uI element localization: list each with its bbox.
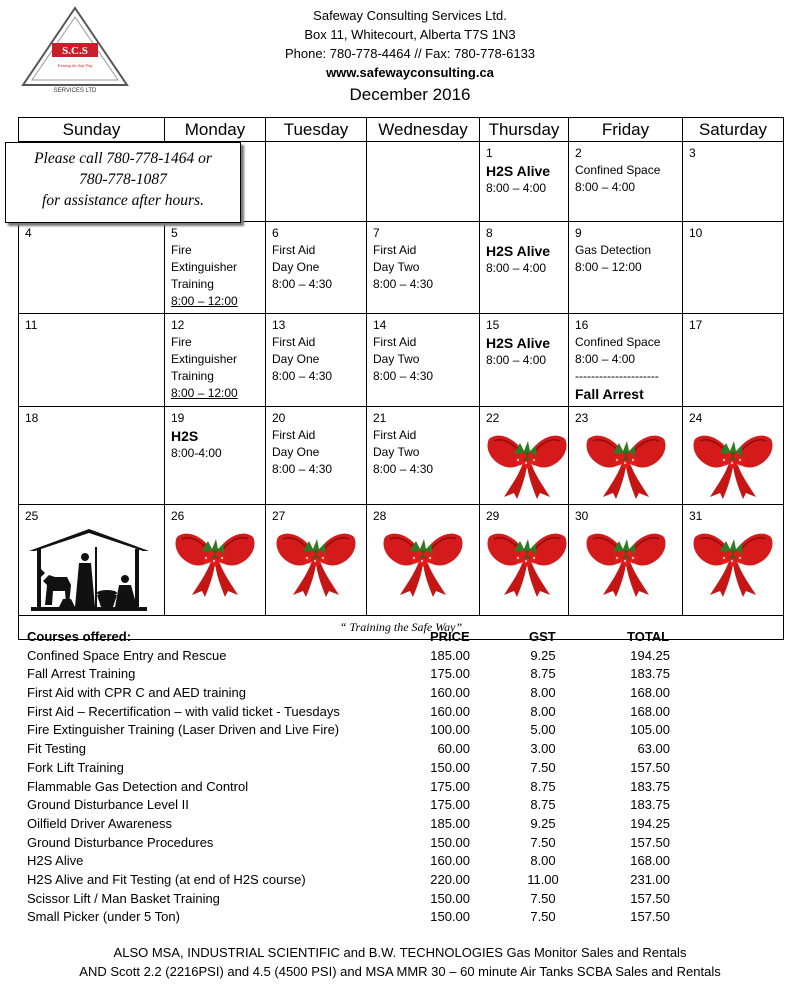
course-name: Flammable Gas Detection and Control <box>27 778 249 794</box>
course-name: First Aid with CPR C and AED training <box>27 685 246 701</box>
course-row <box>27 834 727 853</box>
course-line: Training <box>171 277 214 291</box>
day-cell <box>683 505 784 616</box>
course-gst: 11.00 <box>527 871 559 887</box>
day-number: 10 <box>689 226 703 240</box>
course-name: Ground Disturbance Procedures <box>27 834 214 850</box>
company-phone: Phone: 780-778-4464 // Fax: 780-778-6133 <box>284 46 536 61</box>
course-line: Day Two <box>373 260 420 274</box>
course-total: 194.25 <box>630 815 670 831</box>
course-row <box>27 740 727 759</box>
course-gst: 7.50 <box>530 759 556 775</box>
week-row <box>19 314 784 407</box>
course-gst: 8.75 <box>530 666 556 682</box>
course-total: 168.00 <box>630 703 670 719</box>
course-line: First Aid <box>272 243 316 257</box>
day-header-tuesday: Tuesday <box>266 118 367 142</box>
courses-header-row <box>27 628 727 647</box>
day-number: 15 <box>486 318 500 332</box>
course-total: 183.75 <box>630 797 670 813</box>
day-cell <box>19 314 165 407</box>
course-time: 8:00 – 12:00 <box>171 386 238 400</box>
course-title: H2S <box>171 428 199 444</box>
course-row <box>27 665 727 684</box>
day-number: 20 <box>272 411 286 425</box>
courses-price-list <box>27 628 727 927</box>
course-row <box>27 684 727 703</box>
day-cell <box>683 222 784 314</box>
course-gst: 8.00 <box>530 853 556 869</box>
day-cell <box>266 314 367 407</box>
course-title: H2S Alive <box>486 335 551 351</box>
sales-footer <box>0 943 800 981</box>
course-gst: 8.75 <box>530 778 556 794</box>
course-line: Day Two <box>373 445 420 459</box>
christmas-bow-icon <box>275 527 357 597</box>
course-price: 185.00 <box>430 647 470 663</box>
day-cell <box>569 142 683 222</box>
course-price: 175.00 <box>430 778 470 794</box>
day-number: 27 <box>272 509 286 523</box>
course-row <box>27 890 727 909</box>
course-price: 100.00 <box>430 722 470 738</box>
christmas-bow-icon <box>692 429 774 499</box>
course-total: 157.50 <box>630 834 670 850</box>
course-line: Fire Extinguisher <box>171 243 238 274</box>
day-cell <box>480 222 569 314</box>
day-number: 16 <box>575 318 589 332</box>
svg-text:SERVICES LTD: SERVICES LTD <box>53 88 97 94</box>
day-number: 11 <box>25 318 38 332</box>
course-gst: 7.50 <box>530 834 556 850</box>
courses-header-gst: GST <box>529 629 556 644</box>
course-time: 8:00 – 12:00 <box>171 294 238 308</box>
course-gst: 8.00 <box>530 703 556 719</box>
day-cell <box>569 407 683 505</box>
day-header-sunday: Sunday <box>19 118 165 142</box>
course-total: 63.00 <box>637 741 670 757</box>
course-row <box>27 778 727 797</box>
day-number: 18 <box>25 411 39 425</box>
course-line: Confined Space <box>575 335 661 349</box>
course-row <box>27 871 727 890</box>
day-number: 25 <box>25 509 39 523</box>
course-name: Ground Disturbance Level II <box>27 797 189 813</box>
course-time: 8:00 – 4:00 <box>575 352 636 366</box>
course-title: H2S Alive <box>486 243 551 259</box>
day-cell <box>266 222 367 314</box>
course-total: 183.75 <box>630 666 670 682</box>
course-time: 8:00 – 4:30 <box>272 369 333 383</box>
day-cell <box>569 222 683 314</box>
day-number: 30 <box>575 509 589 523</box>
company-address: Box 11, Whitecourt, Alberta T7S 1N3 <box>304 27 516 42</box>
company-website[interactable]: www.safewayconsulting.ca <box>326 65 494 80</box>
day-number: 17 <box>689 318 703 332</box>
course-price: 150.00 <box>430 890 470 906</box>
footer-line: ALSO MSA, INDUSTRIAL SCIENTIFIC and B.W. TECHNOLOGIES Gas Monitor Sales and Rentals <box>113 945 687 960</box>
course-line: Confined Space <box>575 163 661 177</box>
day-cell <box>19 505 165 616</box>
course-gst: 7.50 <box>530 909 556 925</box>
course-row <box>27 852 727 871</box>
course-gst: 8.75 <box>530 797 556 813</box>
course-total: 157.50 <box>630 909 670 925</box>
day-cell <box>266 505 367 616</box>
week-row <box>19 222 784 314</box>
course-price: 160.00 <box>430 853 470 869</box>
company-name: Safeway Consulting Services Ltd. <box>313 8 507 23</box>
day-header-friday: Friday <box>569 118 683 142</box>
course-time: 8:00 – 4:00 <box>486 353 547 367</box>
day-number: 2 <box>575 146 582 160</box>
course-name: H2S Alive and Fit Testing (at end of H2S course) <box>27 871 306 887</box>
course-name: Fit Testing <box>27 741 87 757</box>
day-number: 8 <box>486 226 493 240</box>
day-cell <box>165 222 266 314</box>
day-cell <box>19 222 165 314</box>
day-cell <box>683 314 784 407</box>
courses-header-price: PRICE <box>430 629 470 644</box>
course-name: Scissor Lift / Man Basket Training <box>27 890 220 906</box>
day-number: 31 <box>689 509 703 523</box>
course-time: 8:00 – 4:00 <box>486 261 547 275</box>
day-number: 5 <box>171 226 178 240</box>
day-cell <box>165 505 266 616</box>
course-time: 8:00 – 4:00 <box>575 180 636 194</box>
course-name: Fall Arrest Training <box>27 666 136 682</box>
day-cell <box>480 142 569 222</box>
course-price: 175.00 <box>430 666 470 682</box>
course-total: 157.50 <box>630 890 670 906</box>
course-line: Day One <box>272 260 320 274</box>
day-header-wednesday: Wednesday <box>367 118 480 142</box>
day-number: 26 <box>171 509 185 523</box>
course-time: 8:00 – 4:30 <box>373 462 434 476</box>
course-row <box>27 908 727 927</box>
course-row <box>27 721 727 740</box>
day-cell <box>683 142 784 222</box>
day-cell <box>569 505 683 616</box>
day-number: 7 <box>373 226 380 240</box>
day-cell <box>683 407 784 505</box>
course-gst: 5.00 <box>530 722 556 738</box>
course-title: H2S Alive <box>486 163 551 179</box>
course-price: 150.00 <box>430 759 470 775</box>
course-gst: 7.50 <box>530 890 556 906</box>
course-line: Day One <box>272 445 320 459</box>
course-price: 175.00 <box>430 797 470 813</box>
christmas-bow-icon <box>174 527 256 597</box>
course-total: 231.00 <box>630 871 670 887</box>
christmas-bow-icon <box>486 527 568 597</box>
course-gst: 8.00 <box>530 685 556 701</box>
footer-line: AND Scott 2.2 (2216PSI) and 4.5 (4500 PSI) and MSA MMR 30 – 60 minute Air Tanks SCBA Sales and Rentals <box>79 964 721 979</box>
empty-day-cell <box>266 142 367 222</box>
day-number: 19 <box>171 411 185 425</box>
course-row <box>27 815 727 834</box>
separator-line: --------------------- <box>575 369 659 383</box>
course-name: First Aid – Recertification – with valid ticket - Tuesdays <box>27 703 340 719</box>
day-number: 24 <box>689 411 703 425</box>
course-total: 168.00 <box>630 853 670 869</box>
course-total: 157.50 <box>630 759 670 775</box>
day-cell <box>367 505 480 616</box>
day-cell <box>367 407 480 505</box>
course-time: 8:00 – 4:30 <box>272 462 333 476</box>
day-header-monday: Monday <box>165 118 266 142</box>
calendar-month: December 2016 <box>349 85 471 104</box>
course-name: Fork Lift Training <box>27 759 124 775</box>
course-title: Fall Arrest <box>575 386 644 402</box>
day-cell <box>165 314 266 407</box>
nativity-scene-icon <box>25 527 153 612</box>
courses-header-total: TOTAL <box>627 629 670 644</box>
svg-text:S.C.S: S.C.S <box>62 45 88 57</box>
christmas-bow-icon <box>382 527 464 597</box>
course-price: 220.00 <box>430 871 470 887</box>
company-header <box>0 6 800 107</box>
course-gst: 9.25 <box>530 647 556 663</box>
course-row <box>27 796 727 815</box>
weekday-header <box>19 118 784 142</box>
day-cell <box>367 222 480 314</box>
course-line: First Aid <box>373 428 417 442</box>
christmas-bow-icon <box>692 527 774 597</box>
course-name: Confined Space Entry and Rescue <box>27 647 227 663</box>
course-line: First Aid <box>373 243 417 257</box>
course-line: Training <box>171 369 214 383</box>
motto-text: “ Training the Safe Way” <box>19 616 784 640</box>
course-line: Fire Extinguisher <box>171 335 238 366</box>
course-total: 183.75 <box>630 778 670 794</box>
course-name: Fire Extinguisher Training (Laser Driven and Live Fire) <box>27 722 340 738</box>
course-time: 8:00 – 12:00 <box>575 260 642 274</box>
day-cell <box>367 314 480 407</box>
course-line: Gas Detection <box>575 243 652 257</box>
day-number: 29 <box>486 509 500 523</box>
day-cell <box>480 407 569 505</box>
day-number: 28 <box>373 509 387 523</box>
day-number: 12 <box>171 318 185 332</box>
christmas-bow-icon <box>486 429 568 499</box>
course-line: First Aid <box>272 428 316 442</box>
course-row <box>27 759 727 778</box>
course-line: First Aid <box>373 335 417 349</box>
course-price: 150.00 <box>430 909 470 925</box>
course-gst: 9.25 <box>530 815 556 831</box>
after-hours-callout <box>5 142 241 223</box>
course-price: 160.00 <box>430 703 470 719</box>
day-number: 9 <box>575 226 582 240</box>
day-number: 14 <box>373 318 387 332</box>
day-number: 23 <box>575 411 589 425</box>
course-price: 60.00 <box>437 741 470 757</box>
course-name: H2S Alive <box>27 853 84 869</box>
christmas-bow-icon <box>585 527 667 597</box>
day-number: 4 <box>25 226 32 240</box>
day-number: 3 <box>689 146 696 160</box>
day-number: 1 <box>486 146 493 160</box>
svg-text:Training the Safe Way: Training the Safe Way <box>57 63 93 68</box>
day-cell <box>569 314 683 407</box>
course-gst: 3.00 <box>530 741 556 757</box>
callout-line: Please call 780-778-1464 or <box>34 150 212 167</box>
course-total: 168.00 <box>630 685 670 701</box>
day-number: 22 <box>486 411 500 425</box>
course-row <box>27 703 727 722</box>
day-cell <box>19 407 165 505</box>
course-time: 8:00 – 4:30 <box>272 277 333 291</box>
day-number: 21 <box>373 411 387 425</box>
course-time: 8:00 – 4:30 <box>373 277 434 291</box>
course-line: Day One <box>272 352 320 366</box>
christmas-bow-icon <box>585 429 667 499</box>
day-cell <box>266 407 367 505</box>
course-time: 8:00-4:00 <box>171 446 222 460</box>
day-cell <box>165 407 266 505</box>
empty-day-cell <box>367 142 480 222</box>
course-line: First Aid <box>272 335 316 349</box>
course-name: Oilfield Driver Awareness <box>27 815 172 831</box>
week-row <box>19 505 784 616</box>
callout-line: 780-778-1087 <box>79 171 167 188</box>
course-price: 185.00 <box>430 815 470 831</box>
courses-header-name: Courses offered: <box>27 629 132 644</box>
day-cell <box>480 314 569 407</box>
course-name: Small Picker (under 5 Ton) <box>27 909 180 925</box>
course-price: 150.00 <box>430 834 470 850</box>
course-time: 8:00 – 4:30 <box>373 369 434 383</box>
course-total: 194.25 <box>630 647 670 663</box>
callout-line: for assistance after hours. <box>42 192 204 209</box>
course-total: 105.00 <box>630 722 670 738</box>
day-number: 13 <box>272 318 286 332</box>
week-row <box>19 407 784 505</box>
course-row <box>27 647 727 666</box>
day-header-thursday: Thursday <box>480 118 569 142</box>
course-price: 160.00 <box>430 685 470 701</box>
course-time: 8:00 – 4:00 <box>486 181 547 195</box>
day-cell <box>480 505 569 616</box>
day-header-saturday: Saturday <box>683 118 784 142</box>
course-line: Day Two <box>373 352 420 366</box>
day-number: 6 <box>272 226 279 240</box>
